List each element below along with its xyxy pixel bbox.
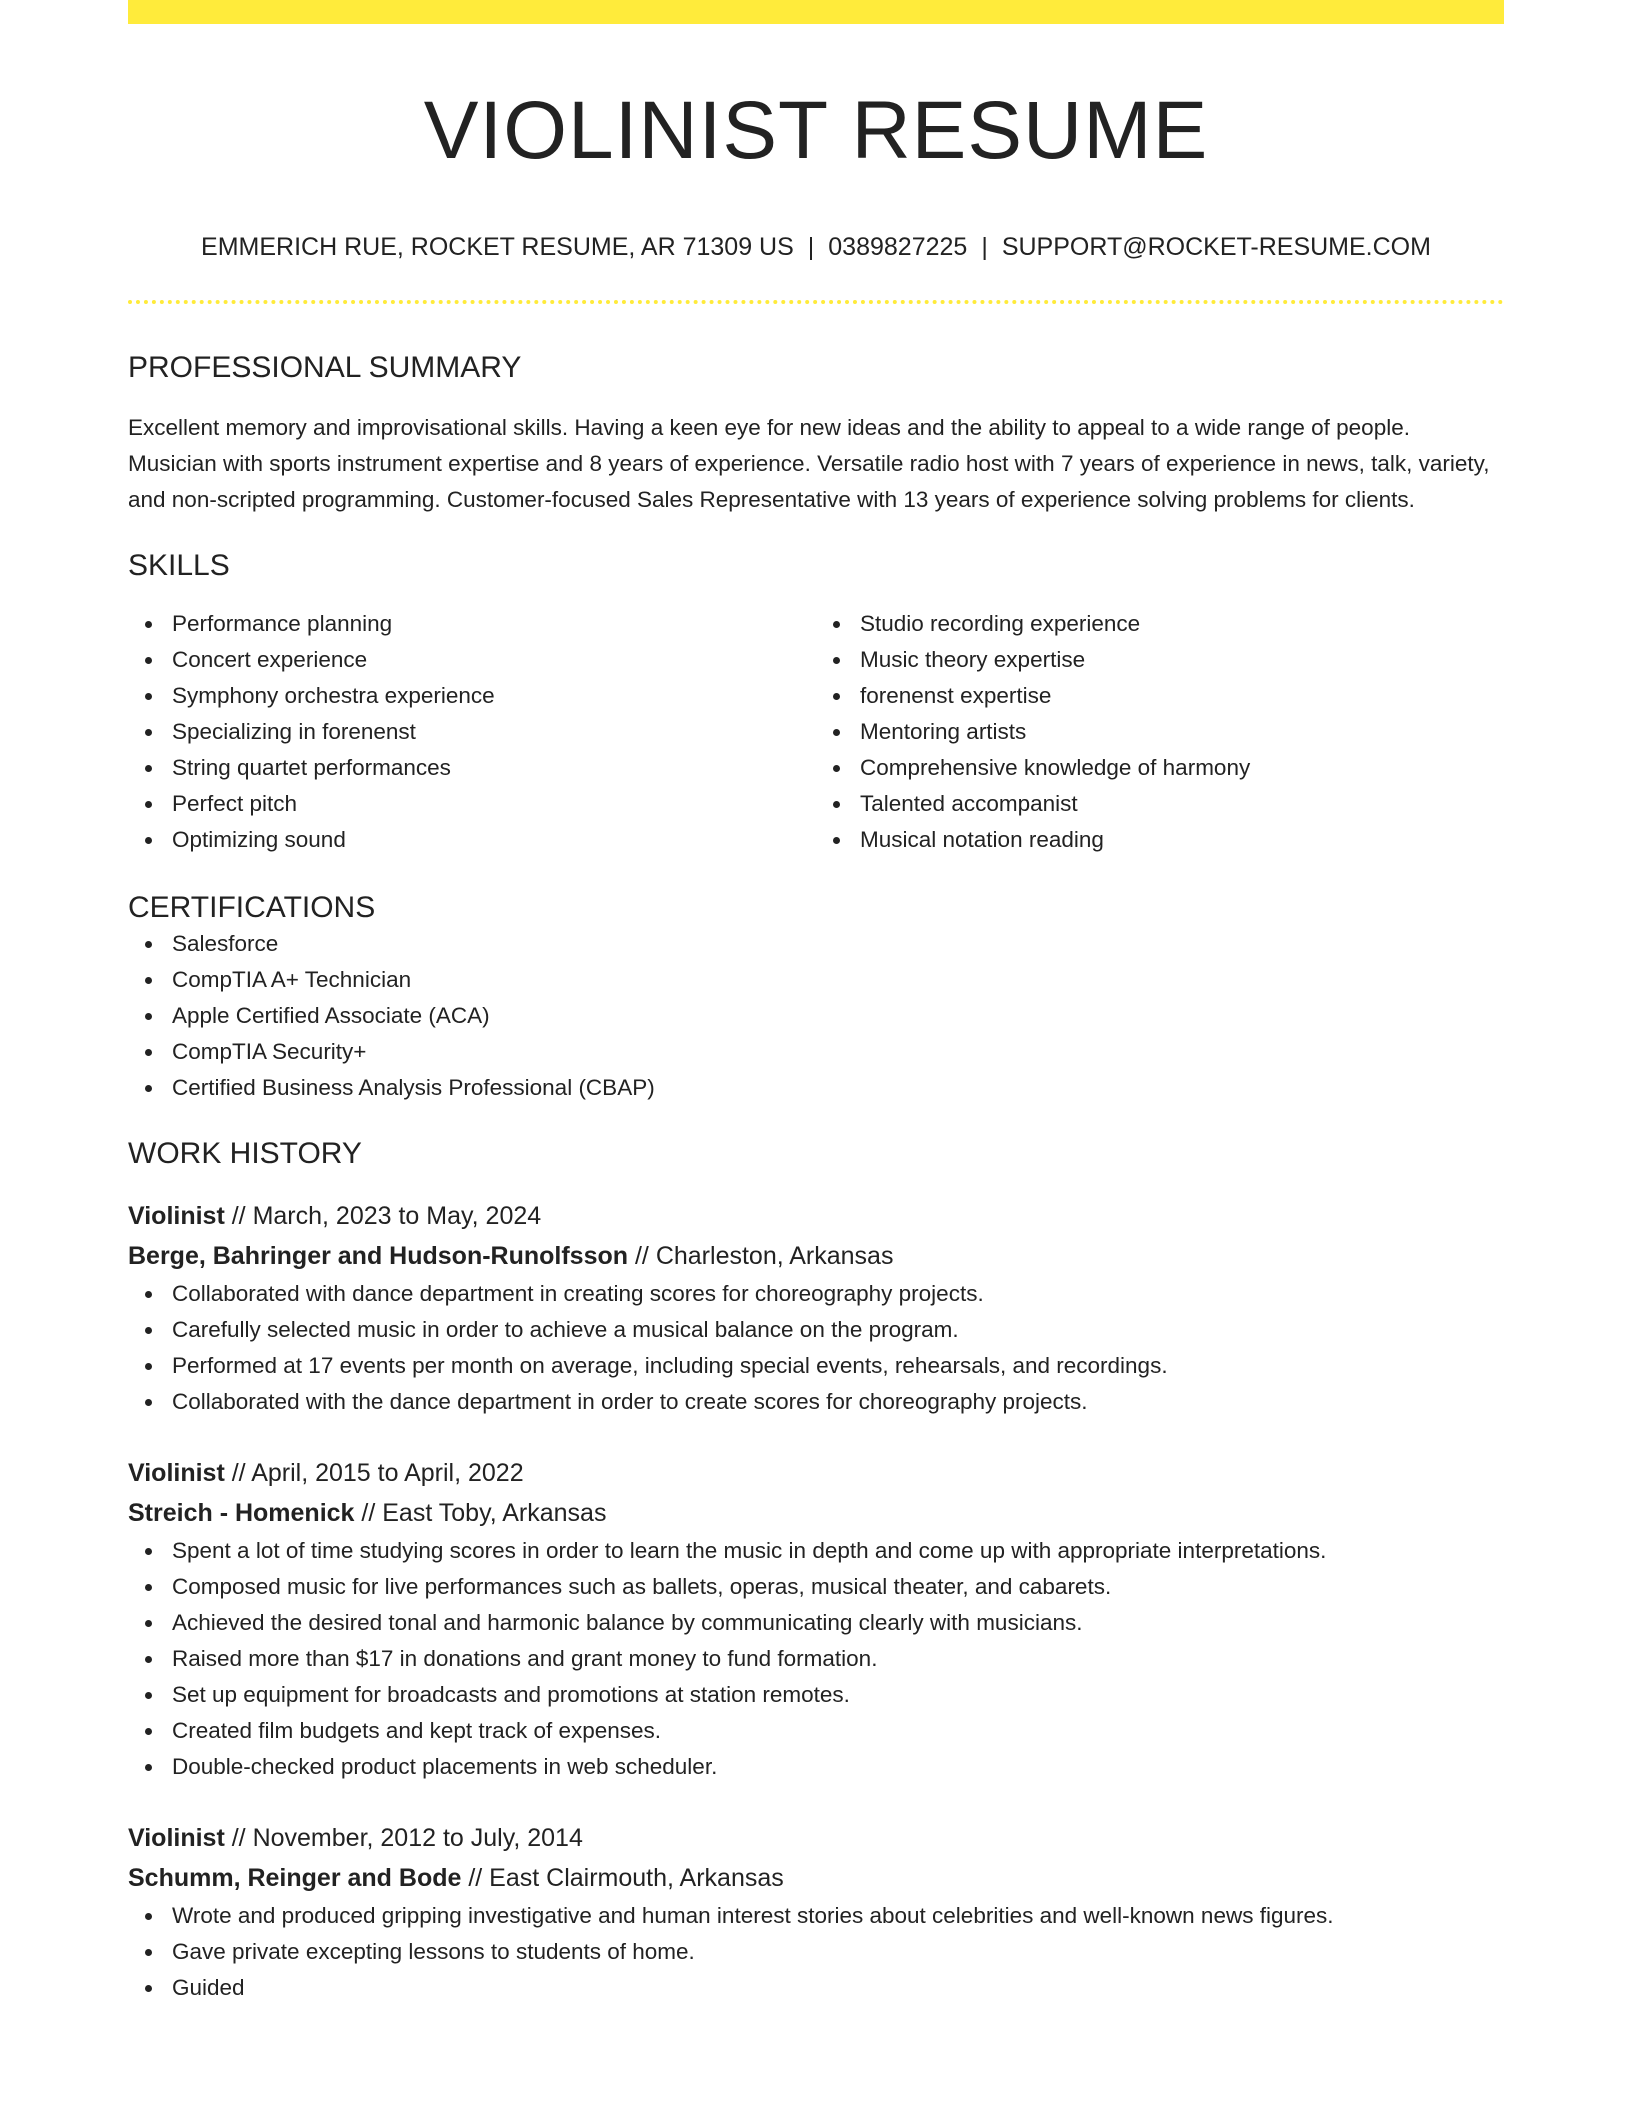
job-bullet: Performed at 17 events per month on average, including special events, rehearsals, and recordings.: [172, 1348, 1504, 1384]
page-title: VIOLINIST RESUME: [423, 85, 1209, 176]
skills-heading: SKILLS: [128, 549, 230, 583]
job-location: // East Clairmouth, Arkansas: [468, 1864, 784, 1893]
certification-item: Apple Certified Associate (ACA): [172, 998, 1504, 1034]
job-role: Violinist: [128, 1202, 225, 1231]
job-location: // East Toby, Arkansas: [361, 1499, 607, 1528]
job-entry: [128, 1196, 1504, 1420]
job-company: Schumm, Reinger and Bode: [128, 1864, 462, 1893]
job-bullet: Guided: [172, 1970, 1504, 2006]
contact-separator: |: [981, 233, 988, 262]
job-bullets: [128, 1533, 1504, 1785]
job-bullets: [128, 1898, 1504, 2006]
skill-item: Studio recording experience: [860, 606, 1504, 642]
skills-list-right: [816, 606, 1504, 858]
summary-heading: PROFESSIONAL SUMMARY: [128, 351, 522, 385]
skill-item: Comprehensive knowledge of harmony: [860, 750, 1504, 786]
skills-list-left: [128, 606, 816, 858]
resume-page: [128, 0, 1504, 2006]
header-divider: [128, 300, 1504, 304]
job-company: Berge, Bahringer and Hudson-Runolfsson: [128, 1242, 629, 1271]
skill-item: Symphony orchestra experience: [172, 678, 816, 714]
skill-item: Performance planning: [172, 606, 816, 642]
job-company-line: [128, 1858, 1504, 1898]
job-location: // Charleston, Arkansas: [634, 1242, 894, 1271]
skill-item: Perfect pitch: [172, 786, 816, 822]
job-bullet: Achieved the desired tonal and harmonic balance by communicating clearly with musicians.: [172, 1605, 1504, 1641]
job-entry: [128, 1818, 1504, 2006]
certification-item: CompTIA Security+: [172, 1034, 1504, 1070]
contact-address: EMMERICH RUE, ROCKET RESUME, AR 71309 US: [201, 233, 794, 262]
certification-item: Certified Business Analysis Professional (CBAP): [172, 1070, 1504, 1106]
job-bullet: Spent a lot of time studying scores in order to learn the music in depth and come up with appropriate interpretations.: [172, 1533, 1504, 1569]
skill-item: Music theory expertise: [860, 642, 1504, 678]
skill-item: Optimizing sound: [172, 822, 816, 858]
skill-item: String quartet performances: [172, 750, 816, 786]
job-bullet: Set up equipment for broadcasts and promotions at station remotes.: [172, 1677, 1504, 1713]
contact-line: [128, 232, 1504, 262]
certification-item: Salesforce: [172, 926, 1504, 962]
skill-item: Specializing in forenenst: [172, 714, 816, 750]
job-role-line: [128, 1453, 1504, 1493]
job-bullet: Double-checked product placements in web scheduler.: [172, 1749, 1504, 1785]
job-bullet: Collaborated with dance department in creating scores for choreography projects.: [172, 1276, 1504, 1312]
work-history-heading: WORK HISTORY: [128, 1137, 362, 1171]
certification-item: CompTIA A+ Technician: [172, 962, 1504, 998]
job-bullet: Wrote and produced gripping investigative and human interest stories about celebrities and well-known news figures.: [172, 1898, 1504, 1934]
skill-item: Musical notation reading: [860, 822, 1504, 858]
job-role-line: [128, 1196, 1504, 1236]
job-role: Violinist: [128, 1824, 225, 1853]
skill-item: Concert experience: [172, 642, 816, 678]
job-bullet: Carefully selected music in order to achieve a musical balance on the program.: [172, 1312, 1504, 1348]
job-company-line: [128, 1236, 1504, 1276]
certifications-list: [128, 926, 1504, 1106]
job-bullet: Gave private excepting lessons to students of home.: [172, 1934, 1504, 1970]
job-bullet: Raised more than $17 in donations and grant money to fund formation.: [172, 1641, 1504, 1677]
header-accent-bar: [128, 0, 1504, 24]
certifications-heading: CERTIFICATIONS: [128, 891, 376, 925]
contact-phone: 0389827225: [828, 233, 968, 262]
summary-text: Excellent memory and improvisational skills. Having a keen eye for new ideas and the ability to appeal to a wide range of people. Musician with sports instrument expertise and 8 years of experience. Versatile radio host with 7 years of experience in news, talk, variety, and non-scripted programming. Customer-focused Sales Representative with 13 years of experience solving problems for clients.: [128, 415, 1490, 513]
job-bullet: Collaborated with the dance department in order to create scores for choreography projects.: [172, 1384, 1504, 1420]
job-entry: [128, 1453, 1504, 1785]
contact-email: SUPPORT@ROCKET-RESUME.COM: [1001, 233, 1431, 262]
skill-item: Mentoring artists: [860, 714, 1504, 750]
skill-item: Talented accompanist: [860, 786, 1504, 822]
job-company-line: [128, 1493, 1504, 1533]
job-bullet: Created film budgets and kept track of expenses.: [172, 1713, 1504, 1749]
job-dates: // November, 2012 to July, 2014: [231, 1824, 583, 1853]
skills-grid: [128, 606, 1504, 858]
job-dates: // April, 2015 to April, 2022: [231, 1459, 524, 1488]
job-company: Streich - Homenick: [128, 1499, 355, 1528]
job-dates: // March, 2023 to May, 2024: [231, 1202, 542, 1231]
job-role-line: [128, 1818, 1504, 1858]
job-bullets: [128, 1276, 1504, 1420]
job-role: Violinist: [128, 1459, 225, 1488]
job-bullet: Composed music for live performances such as ballets, operas, musical theater, and cabarets.: [172, 1569, 1504, 1605]
skill-item: forenenst expertise: [860, 678, 1504, 714]
contact-separator: |: [807, 233, 815, 262]
